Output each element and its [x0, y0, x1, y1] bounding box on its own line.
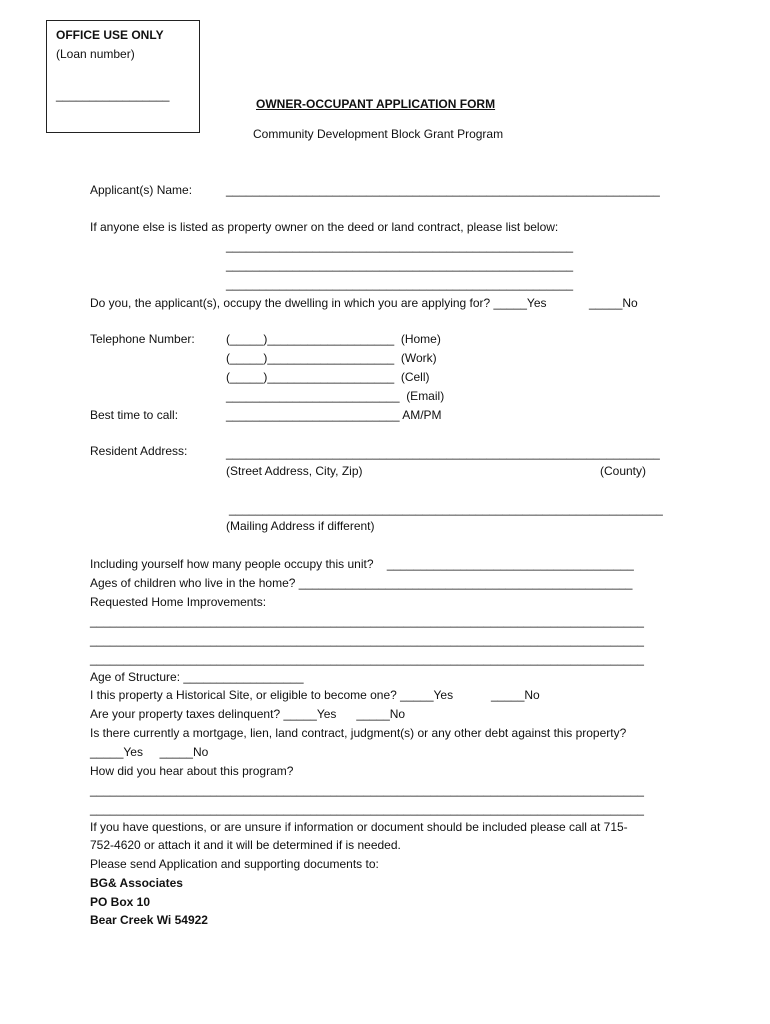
mailing-city: Bear Creek Wi 54922 [90, 913, 208, 927]
improvement-field-2[interactable]: ___________________________________________________________________________________ [90, 633, 644, 647]
telephone-label: Telephone Number: [90, 332, 195, 346]
occupy-question[interactable]: Do you, the applicant(s), occupy the dwelling in which you are applying for? _____Yes [90, 296, 547, 310]
mailing-address-caption: (Mailing Address if different) [226, 519, 375, 533]
historical-site-no-field[interactable]: _____No [491, 688, 540, 702]
questions-note-line-2: 752-4620 or attach it and it will be determined if is needed. [90, 838, 401, 852]
home-phone-field[interactable]: (_____)___________________ (Home) [226, 332, 441, 346]
form-title: OWNER-OCCUPANT APPLICATION FORM [256, 97, 496, 111]
county-caption: (County) [600, 464, 647, 478]
occupants-question[interactable]: Including yourself how many people occupy this unit? _____________________________________ [90, 557, 634, 571]
other-owner-field-3[interactable]: ____________________________________________________ [226, 277, 574, 291]
mailing-company: BG& Associates [90, 876, 183, 890]
improvement-field-1[interactable]: ___________________________________________________________________________________ [90, 614, 644, 628]
mailing-po-box: PO Box 10 [90, 895, 151, 909]
hear-about-field-2[interactable]: ___________________________________________________________________________________ [90, 802, 644, 816]
form-subtitle: Community Development Block Grant Program [253, 127, 504, 141]
resident-address-field[interactable]: _________________________________________________________________ [226, 446, 660, 460]
best-time-field[interactable]: __________________________ AM/PM [226, 408, 442, 422]
email-field[interactable]: __________________________ (Email) [226, 389, 445, 403]
children-ages-question[interactable]: Ages of children who live in the home? __________________________________________________ [90, 576, 633, 590]
best-time-label: Best time to call: [90, 408, 179, 422]
mailing-address-field[interactable]: _________________________________________________________________ [229, 502, 663, 516]
other-owner-field-2[interactable]: ____________________________________________________ [226, 258, 574, 272]
improvement-field-3[interactable]: ___________________________________________________________________________________ [90, 652, 644, 666]
hear-about-question: How did you hear about this program? [90, 764, 294, 778]
applicant-name-field[interactable]: _________________________________________________________________ [226, 183, 660, 197]
office-use-title: OFFICE USE ONLY [56, 28, 164, 42]
improvements-label: Requested Home Improvements: [90, 595, 267, 609]
send-instructions: Please send Application and supporting documents to: [90, 857, 379, 871]
loan-number-label: (Loan number) [56, 47, 135, 61]
occupy-no-field[interactable]: _____No [589, 296, 638, 310]
street-address-caption: (Street Address, City, Zip) [226, 464, 363, 478]
loan-number-field[interactable]: _________________ [56, 88, 170, 102]
structure-age-field[interactable]: Age of Structure: __________________ [90, 670, 304, 684]
taxes-delinquent-question[interactable]: Are your property taxes delinquent? _____Yes _____No [90, 707, 406, 721]
other-owners-prompt: If anyone else is listed as property owner on the deed or land contract, please list below: [90, 220, 559, 234]
resident-address-label: Resident Address: [90, 444, 188, 458]
hear-about-field-1[interactable]: ___________________________________________________________________________________ [90, 783, 644, 797]
mortgage-question: Is there currently a mortgage, lien, land contract, judgment(s) or any other debt against this property? [90, 726, 627, 740]
work-phone-field[interactable]: (_____)___________________ (Work) [226, 351, 437, 365]
applicant-name-label: Applicant(s) Name: [90, 183, 193, 197]
historical-site-question[interactable]: I this property a Historical Site, or eligible to become one? _____Yes [90, 688, 454, 702]
mortgage-answer-fields[interactable]: _____Yes _____No [90, 745, 209, 759]
other-owner-field-1[interactable]: ____________________________________________________ [226, 239, 574, 253]
questions-note-line-1: If you have questions, or are unsure if information or document should be included please call at 715- [90, 820, 628, 834]
cell-phone-field[interactable]: (_____)___________________ (Cell) [226, 370, 430, 384]
